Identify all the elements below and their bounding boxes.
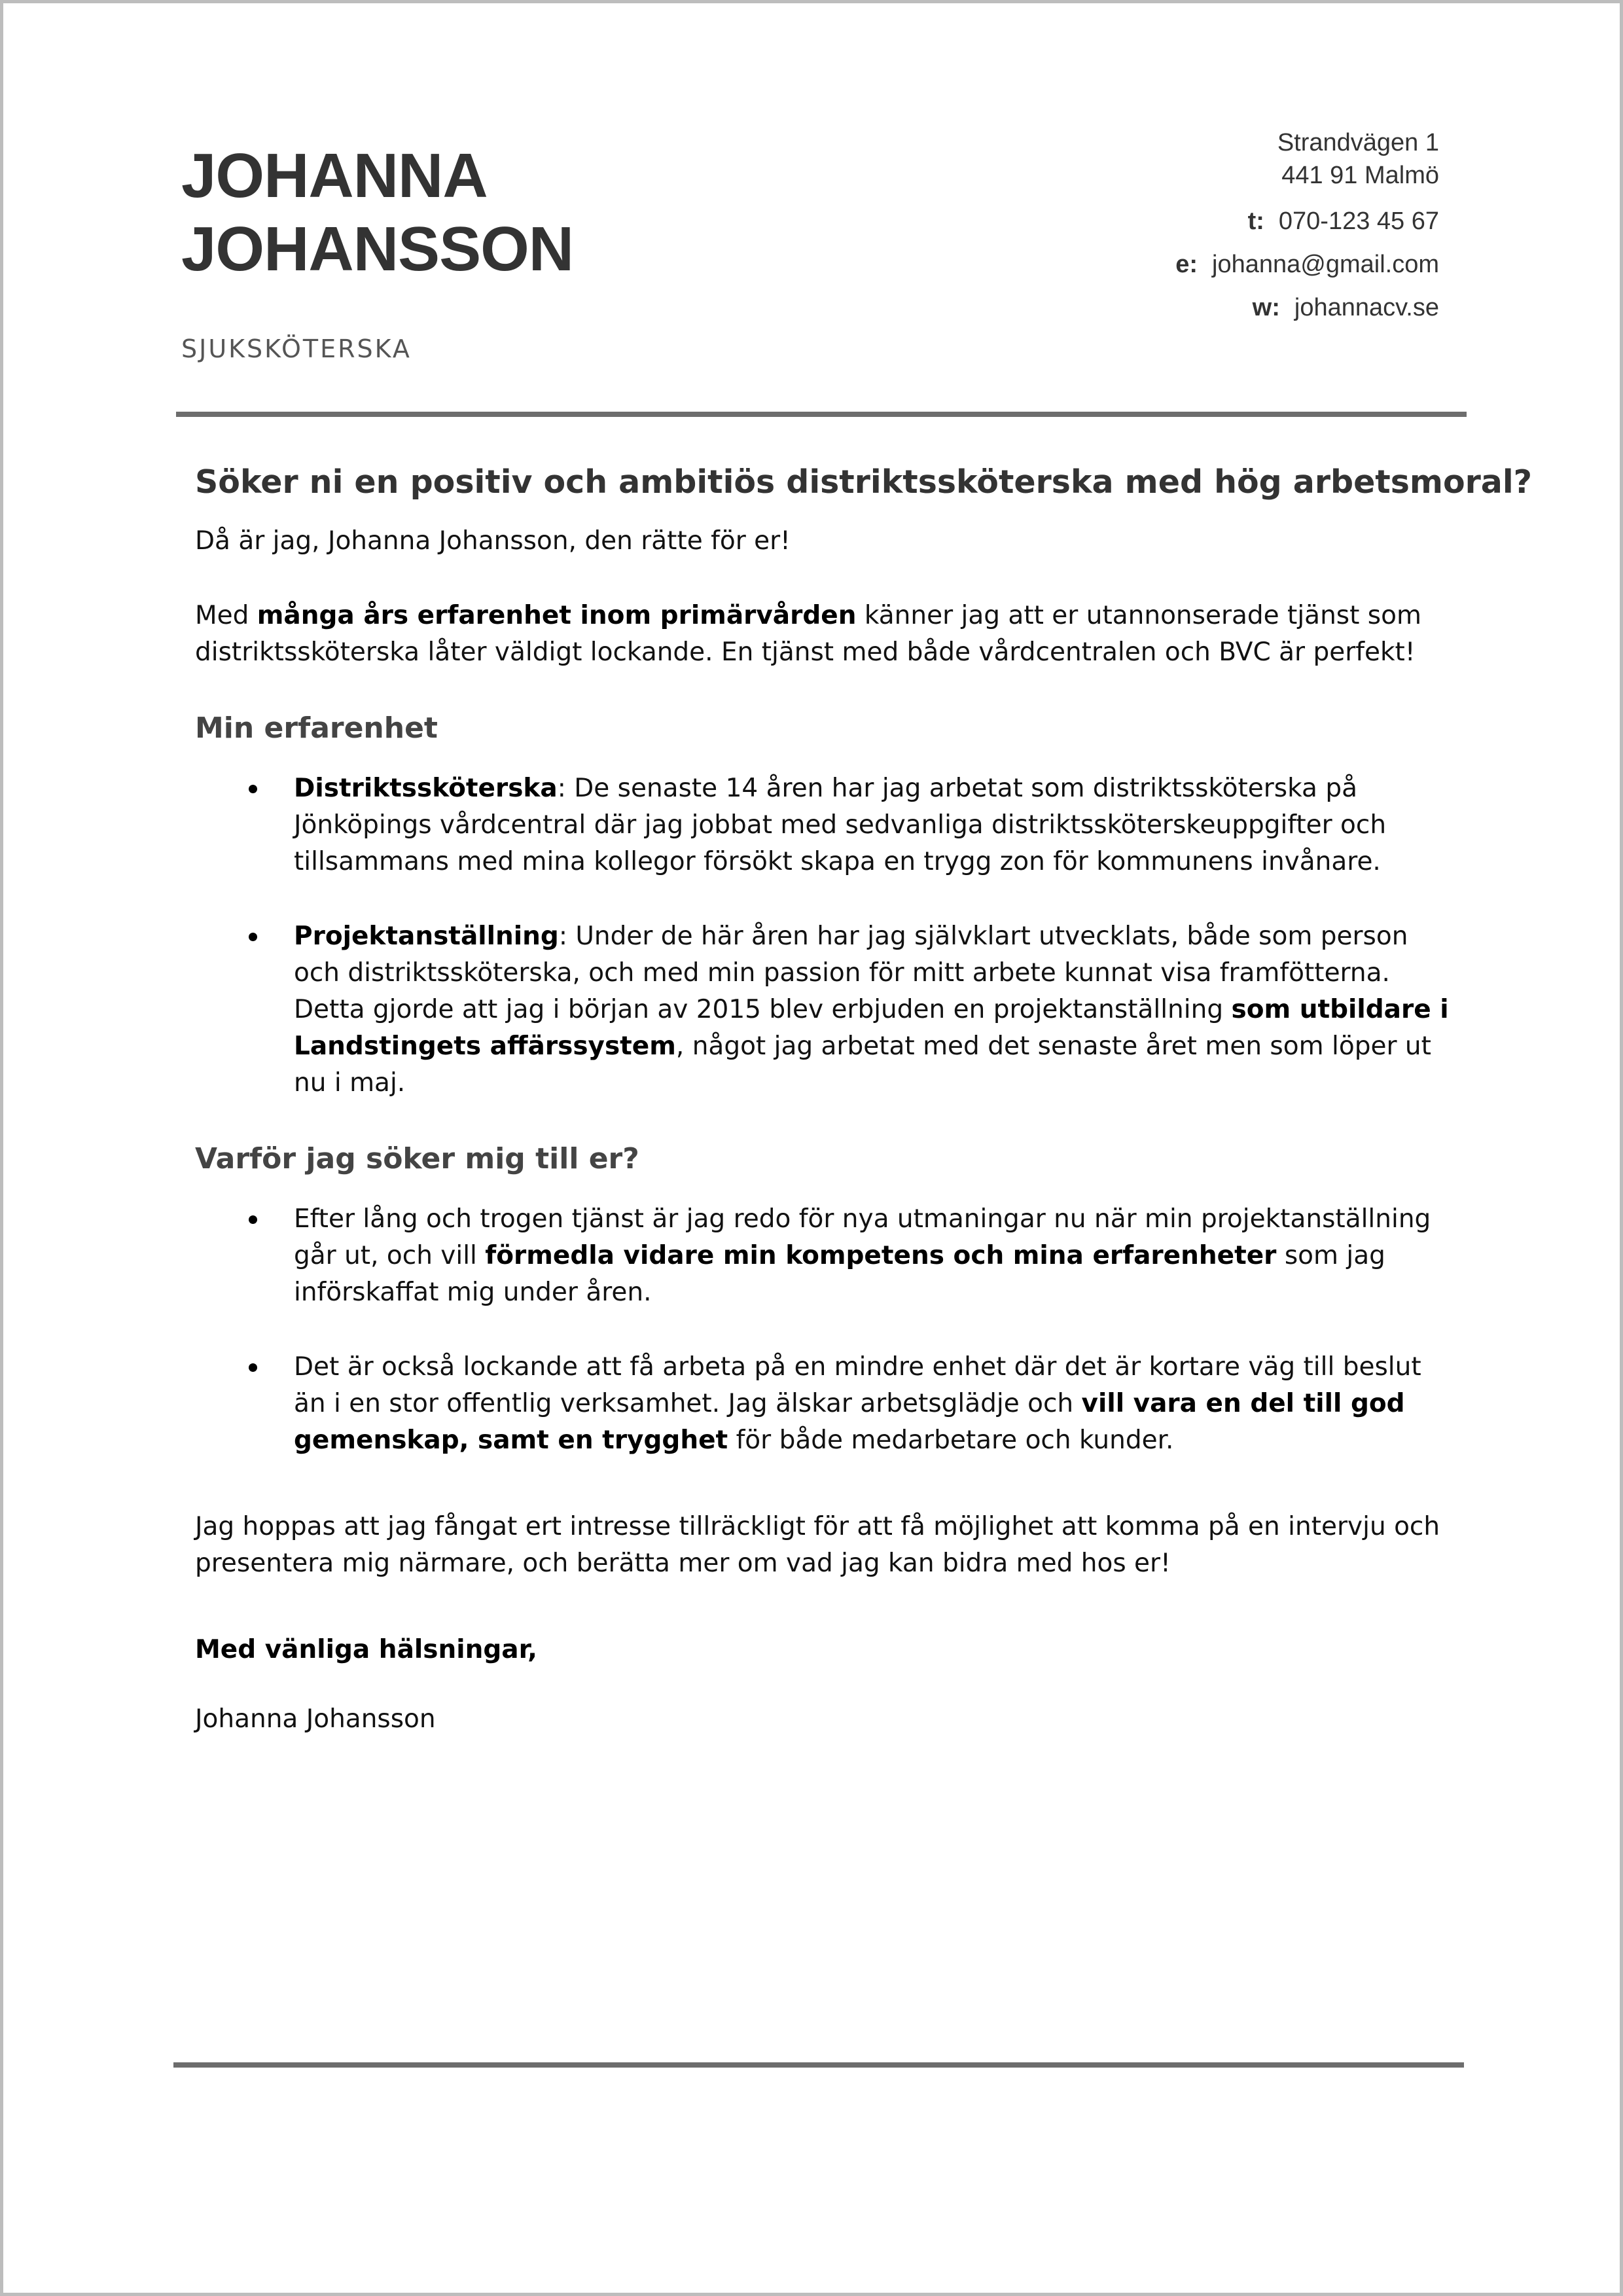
- email-value: johanna@gmail.com: [1212, 251, 1439, 278]
- bullet-icon: [249, 933, 257, 941]
- section-heading-experience: Min erfarenhet: [195, 711, 438, 745]
- p2-text-after: känner jag att er utannonserade tjänst som distriktssköterska låter väldigt lockande. En tjänst med både vårdcentralen och BVC är perfekt!: [195, 601, 1421, 667]
- exp1-text: : De senaste 14 åren har jag arbetat som distriktssköterska på Jönköpings vårdcentral där jag jobbat med sedvanliga distriktssköterskeuppgifter och tillsammans med mina kollegor försökt skapa en trygg zon för kommunens invånare.: [294, 774, 1387, 876]
- exp2-text-1: : Under de här åren har jag självklart utvecklats, både som person och distriktssköterska, och med min passion för mitt arbete kunnat visa framfötterna. Detta gjorde att jag i början av 2015 blev erbjuden en projektanställning: [294, 922, 1408, 1024]
- bullet-icon: [249, 1363, 257, 1372]
- closing-paragraph: Jag hoppas att jag fångat ert intresse tillräckligt för att få möjlighet att komma på en intervju och presentera mig närmare, och berätta mer om vad jag kan bidra med hos er!: [195, 1512, 1440, 1578]
- bullet-icon: [249, 1215, 257, 1224]
- email-row: [1175, 243, 1439, 286]
- web-value: johannacv.se: [1294, 294, 1439, 321]
- exp2-text-2: , något jag arbetat med det senaste året men som löper ut nu i maj.: [294, 1031, 1431, 1098]
- phone-row: [1175, 200, 1439, 243]
- exp1-title: Distriktssköterska: [294, 774, 558, 803]
- address-line-1: Strandvägen 1: [1277, 129, 1439, 156]
- web-label: w:: [1252, 294, 1280, 321]
- p2-text-before: Med: [195, 601, 257, 630]
- signature: Johanna Johansson: [195, 1704, 436, 1734]
- list-item: [195, 1201, 1458, 1311]
- list-item: [195, 1349, 1458, 1459]
- why1-text-2: som jag införskaffat mig under åren.: [294, 1241, 1385, 1307]
- web-row: [1175, 286, 1439, 329]
- motivation-list: [195, 1201, 1458, 1459]
- applicant-last-name: JOHANSSON: [181, 214, 574, 284]
- p2-emphasis: många års erfarenhet inom primärvården: [257, 601, 857, 630]
- header-divider: [176, 412, 1467, 417]
- why2-text-1: Det är också lockande att få arbeta på en mindre enhet där det är kortare väg till beslut än i en stor offentlig verksamhet. Jag älskar arbetsglädje och: [294, 1352, 1421, 1418]
- why1-emphasis: förmedla vidare min kompetens och mina erfarenheter: [485, 1241, 1277, 1270]
- footer-divider: [173, 2062, 1464, 2068]
- experience-summary-paragraph: [195, 598, 1458, 671]
- applicant-first-name: JOHANNA: [181, 141, 488, 211]
- applicant-name: [181, 139, 573, 286]
- letter-body: [195, 455, 1533, 1738]
- section-heading-why: Varför jag söker mig till er?: [195, 1142, 639, 1175]
- list-item: [195, 918, 1458, 1102]
- phone-value: 070-123 45 67: [1278, 207, 1439, 235]
- why2-text-2: för både medarbetare och kunder.: [728, 1426, 1174, 1455]
- list-item: [195, 770, 1458, 880]
- contact-block: [1175, 126, 1439, 329]
- exp2-title: Projektanställning: [294, 922, 559, 951]
- greeting: Med vänliga hälsningar,: [195, 1635, 537, 1664]
- exp2-emphasis: som utbildare i Landstingets affärssystem: [294, 995, 1449, 1061]
- email-label: e:: [1175, 251, 1198, 278]
- intro-paragraph: Då är jag, Johanna Johansson, den rätte för er!: [195, 526, 791, 556]
- phone-label: t:: [1247, 207, 1264, 235]
- why2-emphasis: vill vara en del till god gemenskap, samt en trygghet: [294, 1389, 1405, 1455]
- address-line-2: 441 91 Malmö: [1281, 162, 1439, 189]
- experience-list: [195, 770, 1458, 1102]
- job-title: SJUKSKÖTERSKA: [181, 334, 412, 363]
- bullet-icon: [249, 785, 257, 793]
- why1-text-1: Efter lång och trogen tjänst är jag redo för nya utmaningar nu när min projektanställning går ut, och vill: [294, 1204, 1431, 1270]
- letter-headline: Söker ni en positiv och ambitiös distriktssköterska med hög arbetsmoral?: [195, 463, 1533, 501]
